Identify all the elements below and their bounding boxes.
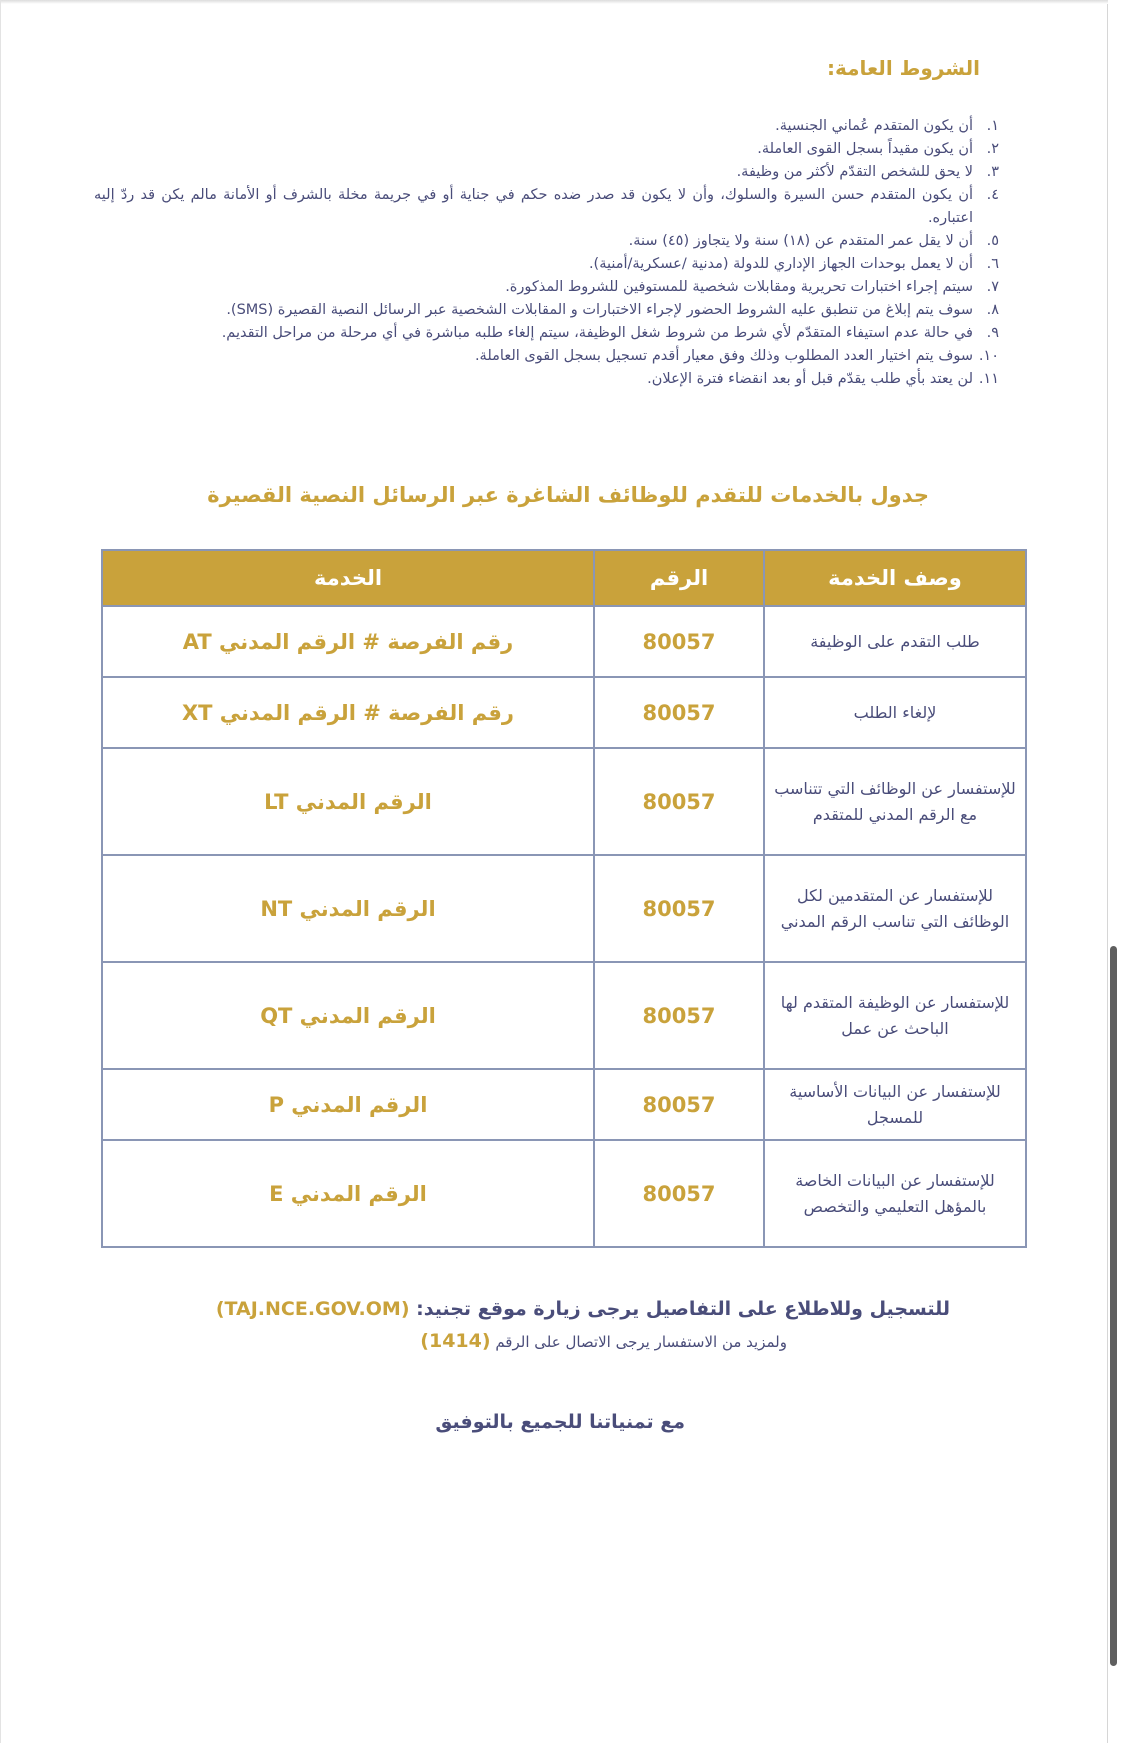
header-number: الرقم [594, 550, 764, 606]
inquiry-note [420, 1330, 787, 1352]
term-item [94, 322, 999, 345]
service-description: طلب التقدم على الوظيفة [764, 606, 1026, 677]
table-row [102, 962, 1026, 1069]
term-item [94, 299, 999, 322]
term-number: ٣. [986, 164, 999, 180]
table-body [102, 606, 1026, 1247]
term-item [94, 115, 999, 138]
term-number: ٩. [986, 325, 999, 341]
service-number: 80057 [594, 748, 764, 855]
terms-title: الشروط العامة: [827, 56, 980, 80]
service-code: رقم الفرصة # الرقم المدني AT [102, 606, 594, 677]
term-item [94, 138, 999, 161]
term-number: ١١. [978, 371, 999, 387]
service-number: 80057 [594, 606, 764, 677]
phone-number: (1414) [420, 1330, 491, 1352]
term-item [94, 276, 999, 299]
term-number: ١. [986, 118, 999, 134]
term-text: لن يعتد بأي طلب يقدّم قبل أو بعد انقضاء فترة الإعلان. [647, 371, 973, 387]
term-text: سيتم إجراء اختبارات تحريرية ومقابلات شخصية للمستوفين للشروط المذكورة. [505, 279, 973, 295]
term-text: أن يكون مقيداً بسجل القوى العاملة. [757, 141, 973, 157]
service-code: الرقم المدني NT [102, 855, 594, 962]
inquiry-text: ولمزيد من الاستفسار يرجى الاتصال على الرقم [495, 1333, 787, 1351]
table-row [102, 677, 1026, 748]
header-description: وصف الخدمة [764, 550, 1026, 606]
service-description: للإستفسار عن البيانات الخاصة بالمؤهل التعليمي والتخصص [764, 1140, 1026, 1247]
table-header-row [102, 550, 1026, 606]
term-item [94, 345, 999, 368]
page-top-edge [1, 0, 1109, 4]
term-text: سوف يتم إبلاغ من تنطبق عليه الشروط الحضور لإجراء الاختبارات و المقابلات الشخصية عبر الرسائل النصية القصيرة (SMS). [226, 302, 973, 318]
closing-wish: مع تمنياتنا للجميع بالتوفيق [435, 1411, 685, 1433]
term-text: أن يكون المتقدم عُماني الجنسية. [775, 118, 973, 134]
table-row [102, 748, 1026, 855]
table-row [102, 855, 1026, 962]
term-item [94, 230, 999, 253]
term-item [94, 253, 999, 276]
scrollbar-thumb[interactable] [1110, 946, 1117, 1666]
table-row [102, 606, 1026, 677]
term-number: ٥. [986, 233, 999, 249]
vertical-scrollbar[interactable] [1108, 0, 1125, 1743]
table-title: جدول بالخدمات للتقدم للوظائف الشاغرة عبر الرسائل النصية القصيرة [207, 483, 929, 507]
term-text: أن لا يقل عمر المتقدم عن (١٨) سنة ولا يتجاوز (٤٥) سنة. [628, 233, 973, 249]
service-number: 80057 [594, 677, 764, 748]
term-text: سوف يتم اختيار العدد المطلوب وذلك وفق معيار أقدم تسجيل بسجل القوى العاملة. [474, 348, 973, 364]
table-row [102, 1140, 1026, 1247]
table-row [102, 1069, 1026, 1140]
term-number: ٧. [986, 279, 999, 295]
term-text: أن لا يعمل بوحدات الجهاز الإداري للدولة (مدنية /عسكرية/أمنية). [588, 256, 973, 272]
term-text: لا يحق للشخص التقدّم لأكثر من وظيفة. [736, 164, 973, 180]
header-service: الخدمة [102, 550, 594, 606]
term-text: أن يكون المتقدم حسن السيرة والسلوك، وأن لا يكون قد صدر ضده حكم في جناية أو في جريمة مخلة بالشرف أو الأمانة مالم يكن قد ردّ إليه اعتباره. [94, 187, 973, 226]
term-number: ٢. [986, 141, 999, 157]
service-description: للإستفسار عن البيانات الأساسية للمسجل [764, 1069, 1026, 1140]
service-description: لإلغاء الطلب [764, 677, 1026, 748]
term-item [94, 184, 999, 230]
register-note [216, 1298, 950, 1320]
term-number: ٨. [986, 302, 999, 318]
service-number: 80057 [594, 855, 764, 962]
terms-list [94, 115, 999, 391]
service-number: 80057 [594, 1069, 764, 1140]
term-number: ٦. [986, 256, 999, 272]
service-code: الرقم المدني QT [102, 962, 594, 1069]
website-link[interactable]: (TAJ.NCE.GOV.OM) [215, 1298, 410, 1320]
term-text: في حالة عدم استيفاء المتقدّم لأي شرط من شروط شغل الوظيفة، سيتم إلغاء طلبه مباشرة في أي مرحلة من مراحل التقديم. [221, 325, 973, 341]
service-code: الرقم المدني LT [102, 748, 594, 855]
term-item [94, 161, 999, 184]
services-table [101, 549, 1027, 1248]
service-number: 80057 [594, 962, 764, 1069]
service-code: رقم الفرصة # الرقم المدني XT [102, 677, 594, 748]
register-text: للتسجيل وللاطلاع على التفاصيل يرجى زيارة موقع تجنيد: [416, 1298, 950, 1320]
service-code: الرقم المدني E [102, 1140, 594, 1247]
service-description: للإستفسار عن المتقدمين لكل الوظائف التي تناسب الرقم المدني [764, 855, 1026, 962]
service-code: الرقم المدني P [102, 1069, 594, 1140]
term-number: ٤. [986, 187, 999, 203]
term-item [94, 368, 999, 391]
service-number: 80057 [594, 1140, 764, 1247]
term-number: ١٠. [978, 348, 999, 364]
service-description: للإستفسار عن الوظيفة المتقدم لها الباحث عن عمل [764, 962, 1026, 1069]
service-description: للإستفسار عن الوظائف التي تتناسب مع الرقم المدني للمتقدم [764, 748, 1026, 855]
